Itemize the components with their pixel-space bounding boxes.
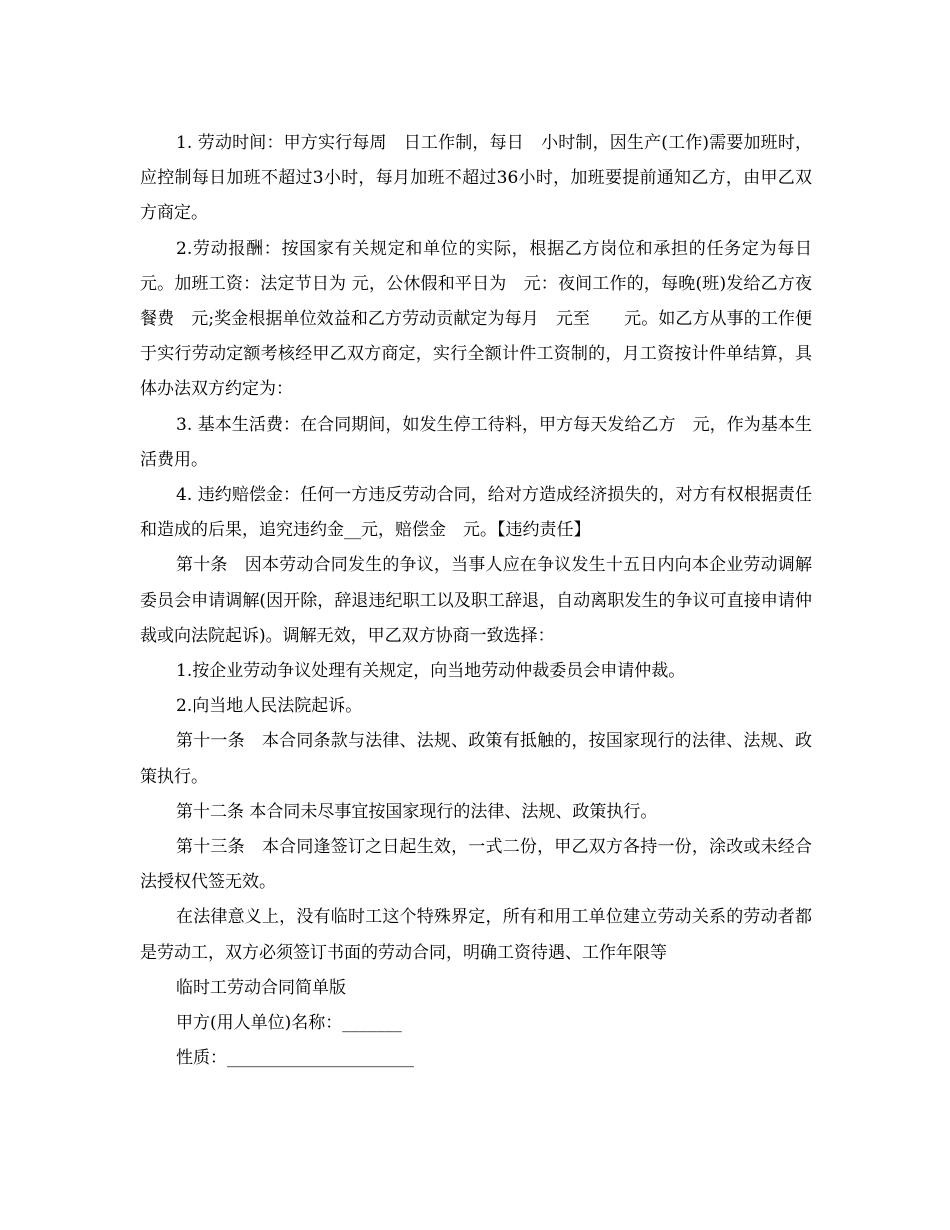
paragraph-option-arbitration: 1.按企业劳动争议处理有关规定，向当地劳动仲裁委员会申请仲裁。 <box>176 661 686 682</box>
party-a-name-line: 甲方(用人单位)名称：_______ <box>176 1013 402 1034</box>
paragraph-labor-time: 1. 劳动时间：甲方实行每周 日工作制，每日 小时制，因生产(工作)需要加班时，应控制每日加班不超过3小时，每月加班不超过36小时，加班要提前通知乙方，由甲乙双方商定。 <box>140 133 812 224</box>
paragraph-basic-living-cost: 3. 基本生活费：在合同期间，如发生停工待料，甲方每天发给乙方 元，作为基本生活费用。 <box>140 414 812 470</box>
paragraph-article-11: 第十一条 本合同条款与法律、法规、政策有抵触的，按国家现行的法律、法规、政策执行。 <box>140 731 812 787</box>
section-title: 临时工劳动合同简单版 <box>176 977 346 998</box>
paragraph-article-10: 第十条 因本劳动合同发生的争议，当事人应在争议发生十五日内向本企业劳动调解委员会申请调解(因开除，辞退违纪职工以及职工辞退，自动离职发生的争议可直接申请仲裁或向法院起诉)。调解无效，甲乙双方协商一致选择： <box>140 555 812 646</box>
paragraph-legal-note: 在法律意义上，没有临时工这个特殊界定，所有和用工单位建立劳动关系的劳动者都是劳动工，双方必须签订书面的劳动合同，明确工资待遇、工作年限等 <box>140 907 812 963</box>
paragraph-labor-pay: 2.劳动报酬：按国家有关规定和单位的实际，根据乙方岗位和承担的任务定为每日 元。加班工资：法定节日为 元，公休假和平日为 元：夜间工作的，每晚(班)发给乙方夜餐费 元;奖金根据单位效益和乙方劳动贡献定为每月 元至 元。如乙方从事的工作便于实行劳动定额考核经甲乙双方商定，实行全额计件工资制的，月工资按计件单结算，具体办法双方约定为： <box>140 238 829 400</box>
contract-body <box>140 126 829 1076</box>
nature-line: 性质：______________________ <box>176 1048 414 1069</box>
paragraph-article-12: 第十二条 本合同未尽事宜按国家现行的法律、法规、政策执行。 <box>176 801 658 822</box>
paragraph-article-13: 第十三条 本合同逢签订之日起生效，一式二份，甲乙双方各持一份，涂改或未经合法授权代签无效。 <box>140 837 812 893</box>
paragraph-option-court: 2.向当地人民法院起诉。 <box>176 696 363 717</box>
paragraph-breach-compensation: 4. 违约赔偿金：任何一方违反劳动合同，给对方造成经济损失的，对方有权根据责任和造成的后果，追究违约金__元，赔偿金 元。【违约责任】 <box>140 485 812 541</box>
